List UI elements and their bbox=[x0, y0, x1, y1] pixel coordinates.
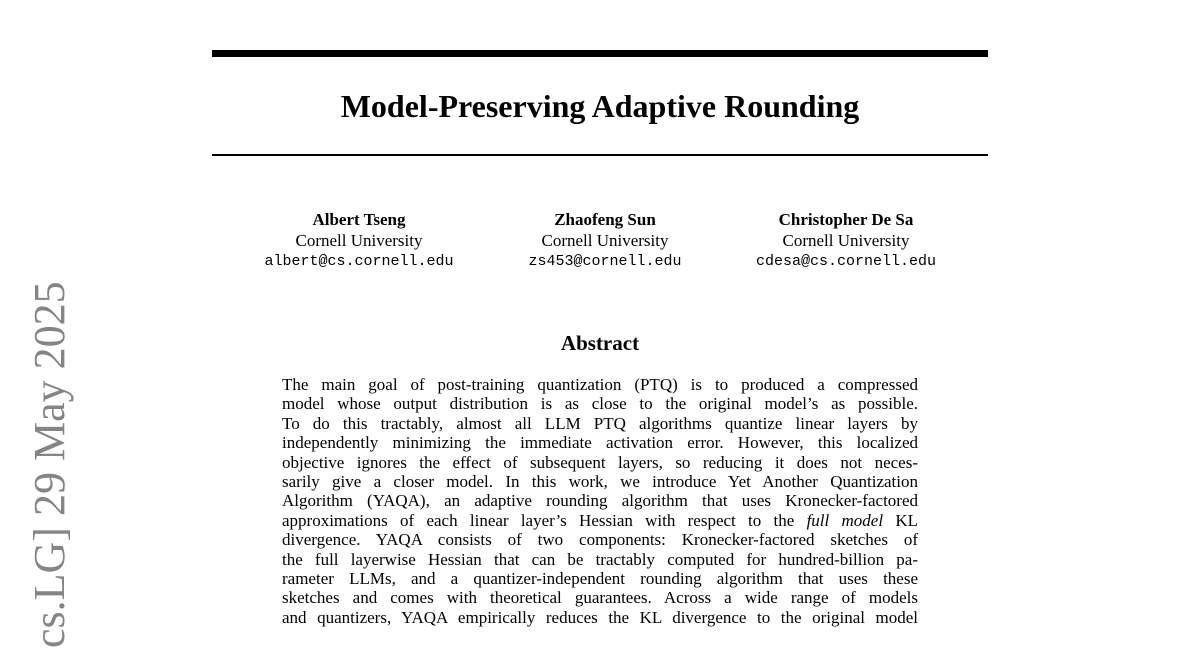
author-affiliation: Cornell University bbox=[782, 231, 910, 250]
abstract-emphasis: full model bbox=[806, 510, 884, 530]
author-block bbox=[716, 209, 976, 273]
abstract-line: sketches and comes with theoretical guarantees. Across a wide range of models bbox=[282, 588, 918, 608]
author-block bbox=[229, 209, 489, 273]
abstract-line: Algorithm (YAQA), an adaptive rounding algorithm that uses Kronecker-factored bbox=[282, 491, 918, 511]
paper-title: Model-Preserving Adaptive Rounding bbox=[340, 88, 860, 124]
author-name: Albert Tseng bbox=[312, 210, 406, 229]
abstract-line: sarily give a closer model. In this work, we introduce Yet Another Quantization bbox=[282, 471, 918, 491]
abstract-line-end: KL bbox=[883, 510, 918, 530]
author-email[interactable]: cdesa@cs.cornell.edu bbox=[755, 253, 937, 270]
abstract-line: model whose output distribution is as close to the original model’s as possible. bbox=[282, 394, 918, 414]
author-affiliation: Cornell University bbox=[541, 231, 669, 250]
author-name: Christopher De Sa bbox=[778, 210, 914, 229]
author-email[interactable]: zs453@cornell.edu bbox=[528, 253, 682, 270]
abstract-line: objective ignores the effect of subsequent layers, so reducing it does not neces- bbox=[282, 452, 918, 472]
author-name: Zhaofeng Sun bbox=[554, 210, 656, 229]
abstract-heading: Abstract bbox=[560, 331, 640, 355]
abstract-line: and quantizers, YAQA empirically reduces the KL divergence to the original model bbox=[282, 607, 918, 627]
abstract-line: divergence. YAQA consists of two components: Kronecker-factored sketches of bbox=[282, 530, 918, 550]
abstract-line-with-emphasis bbox=[282, 511, 918, 530]
arxiv-side-stamp: cs.LG] 29 May 2025 bbox=[25, 281, 74, 648]
author-affiliation: Cornell University bbox=[295, 231, 423, 250]
abstract-body bbox=[282, 375, 918, 627]
abstract-line: independently minimizing the immediate activation error. However, this localized bbox=[282, 433, 918, 453]
abstract-line: the full layerwise Hessian that can be tractably computed for hundred-billion pa- bbox=[282, 549, 918, 569]
author-email[interactable]: albert@cs.cornell.edu bbox=[264, 253, 454, 270]
abstract-line: rameter LLMs, and a quantizer-independent rounding algorithm that uses these bbox=[282, 568, 918, 588]
title-top-rule bbox=[212, 50, 988, 57]
title-bottom-rule bbox=[212, 154, 988, 156]
abstract-line: To do this tractably, almost all LLM PTQ algorithms quantize linear layers by bbox=[282, 413, 918, 433]
abstract-line: The main goal of post-training quantization (PTQ) is to produced a compressed bbox=[282, 375, 918, 394]
author-block bbox=[475, 209, 735, 273]
abstract-line-start: approximations of each linear layer’s Hessian with respect to the bbox=[282, 510, 807, 530]
